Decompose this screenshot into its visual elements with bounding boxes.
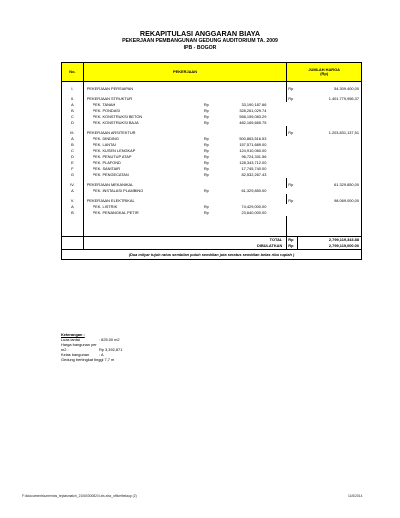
total-label: TOTAL [83, 237, 286, 244]
section-currency: Rp [287, 182, 297, 188]
item-amount: 157,571,689.00 [239, 142, 267, 148]
item-name: PEK. LANTAI [92, 142, 116, 148]
item-code: B [62, 108, 84, 114]
notes-key: Kelas bangunan [61, 352, 90, 357]
notes-block [61, 332, 122, 362]
item-code: A [62, 188, 84, 194]
item-amount: 23,640,000.00 [241, 210, 267, 216]
item-code: D [62, 120, 84, 126]
item-name: PEK. PONDASI [92, 108, 120, 114]
notes-row [61, 357, 122, 362]
item-amount: 61,329,850.00 [241, 188, 267, 194]
section-currency: Rp [287, 130, 297, 136]
item-currency: Rp [203, 114, 209, 120]
item-code: B [62, 210, 84, 216]
item-code: B [62, 142, 84, 148]
item-currency: Rp [203, 136, 209, 142]
item-amount: 82,532,267.43 [241, 172, 267, 178]
item-amount: 74,429,000.00 [241, 204, 267, 210]
item-name: PEK. PLAFOND [92, 160, 121, 166]
item-currency: Rp [203, 154, 209, 160]
notes-heading: Keterangan : [61, 332, 85, 337]
notes-row [61, 342, 122, 352]
section-name: PEKERJAAN PERSIAPAN [83, 86, 286, 92]
item-currency: Rp [203, 148, 209, 154]
item-name: PEK. LISTRIK [92, 204, 118, 210]
item-amount: 500,863,516.53 [239, 136, 267, 142]
section-total: 54.309.400,00 [297, 86, 361, 92]
spacer-cell [83, 216, 286, 237]
section-total: 1.401.779,956,37 [297, 96, 361, 102]
item-currency: Rp [203, 172, 209, 178]
item-name: PEK. PENGECATAN [92, 172, 129, 178]
budget-recap-table [61, 62, 362, 260]
table-body [62, 82, 362, 237]
section-total: 61.329.850,00 [297, 182, 361, 188]
item-amount: 482,169,665.75 [239, 120, 267, 126]
spacer-row [62, 216, 362, 237]
item-code: A [62, 102, 84, 108]
item-amount: 558,159,083.29 [239, 114, 267, 120]
item-currency: Rp [203, 210, 209, 216]
footer-date: 11/6/2014 [348, 494, 363, 498]
item-name: PEK. INSTALASI PLAMBING [92, 188, 144, 194]
section-currency: Rp [287, 96, 297, 102]
spelled-total: (Dua milyar tujuh ratus sembilan puluh sembilan juta seratus sembilan belas ribu rupiah ) [62, 250, 362, 260]
section-currency: Rp [287, 86, 297, 92]
header-no: No. [62, 63, 84, 82]
item-currency: Rp [203, 160, 209, 166]
item-amount: 128,343,712.00 [239, 160, 267, 166]
section-name: PEKERJAAN ELEKTRIKAL [83, 198, 286, 204]
section-number: V. [62, 198, 84, 204]
spacer-cell [287, 216, 362, 237]
notes-value: : 825.00 m2 [99, 337, 120, 342]
item-code: E [62, 160, 84, 166]
item-amount: 328,261,029.74 [239, 108, 267, 114]
item-code: C [62, 114, 84, 120]
item-name: PEK. KONSTRUKSI BAJA [92, 120, 139, 126]
section-total: 1.203.831,137,51 [297, 130, 361, 136]
section-number: IV. [62, 182, 84, 188]
item-currency: Rp [203, 108, 209, 114]
document-title: REKAPITULASI ANGGARAN BIAYA [139, 29, 261, 38]
document-subtitle: PEKERJAAN PEMBANGUNAN GEDUNG AUDITORIUM TA. 2009 [122, 38, 278, 44]
section-number: III. [62, 130, 84, 136]
item-name: PEK. KUSEN LENGKAP [92, 148, 136, 154]
item-name: PEK. DINDING [92, 136, 119, 142]
item-currency: Rp [203, 188, 209, 194]
section-currency: Rp [287, 198, 297, 204]
header-total-unit: (Rp) [320, 71, 329, 76]
item-name: PEK. PENANGKAL PETIR [92, 210, 139, 216]
total-currency: Rp [287, 237, 297, 244]
rounded-label: DIBULATKAN [83, 243, 286, 250]
item-currency: Rp [203, 120, 209, 126]
header-total-label: JUMLAH HARGA [308, 67, 340, 73]
notes-key: Gedung bertingkat tinggi 7,7 m [61, 357, 115, 362]
spelled-row [62, 250, 362, 260]
table-header-row [62, 63, 362, 82]
section-number: I. [62, 86, 84, 92]
item-code: C [62, 148, 84, 154]
item-amount: 17,745,740.00 [241, 166, 267, 172]
item-amount: 33,190,187.66 [241, 102, 267, 108]
rounded-value: 2,799,119,000.00 [297, 243, 361, 250]
notes-key: Luas lantai [61, 337, 80, 342]
footer-file-path: F:\kdocuments\umentos_teplasmatch_2106030082\4.xls.xlsx_officethelaup (2) [22, 494, 137, 498]
item-code: D [62, 154, 84, 160]
rounded-currency: Rp [287, 243, 297, 250]
header-work: PEKERJAAN [83, 63, 286, 82]
item-name: PEK. SANITAIR [92, 166, 121, 172]
notes-value: Rp 3,392,871 [99, 347, 123, 352]
section-number: II. [62, 96, 84, 102]
item-amount: 124,910,060.00 [239, 148, 267, 154]
section-name: PEKERJAAN STRUKTUR [83, 96, 286, 102]
table-totals [62, 237, 362, 260]
item-currency: Rp [203, 204, 209, 210]
section-name: PEKERJAAN MEKANIKAL [83, 182, 286, 188]
header-total [287, 63, 362, 82]
item-code: A [62, 204, 84, 210]
item-name: PEK. TANAH [92, 102, 116, 108]
notes-value: : A [99, 352, 104, 357]
total-value: 2,799,119,343.88 [297, 237, 361, 244]
item-currency: Rp [203, 142, 209, 148]
item-code: A [62, 136, 84, 142]
document-location: IPB - BOGOR [183, 45, 217, 51]
item-currency: Rp [203, 102, 209, 108]
item-currency: Rp [203, 166, 209, 172]
notes-key: Harga bangunan per m2 : [61, 342, 97, 352]
spacer-cell [62, 216, 84, 237]
item-name: PEK. KONSTRUKSI BETON [92, 114, 143, 120]
section-total: 98.069.000,00 [297, 198, 361, 204]
item-name: PEK. PENUTUP ATAP [92, 154, 132, 160]
item-code: F [62, 166, 84, 172]
section-name: PEKERJAAN ARSITEKTUR [83, 130, 286, 136]
item-amount: 96,724,331.56 [241, 154, 267, 160]
item-code: G [62, 172, 84, 178]
